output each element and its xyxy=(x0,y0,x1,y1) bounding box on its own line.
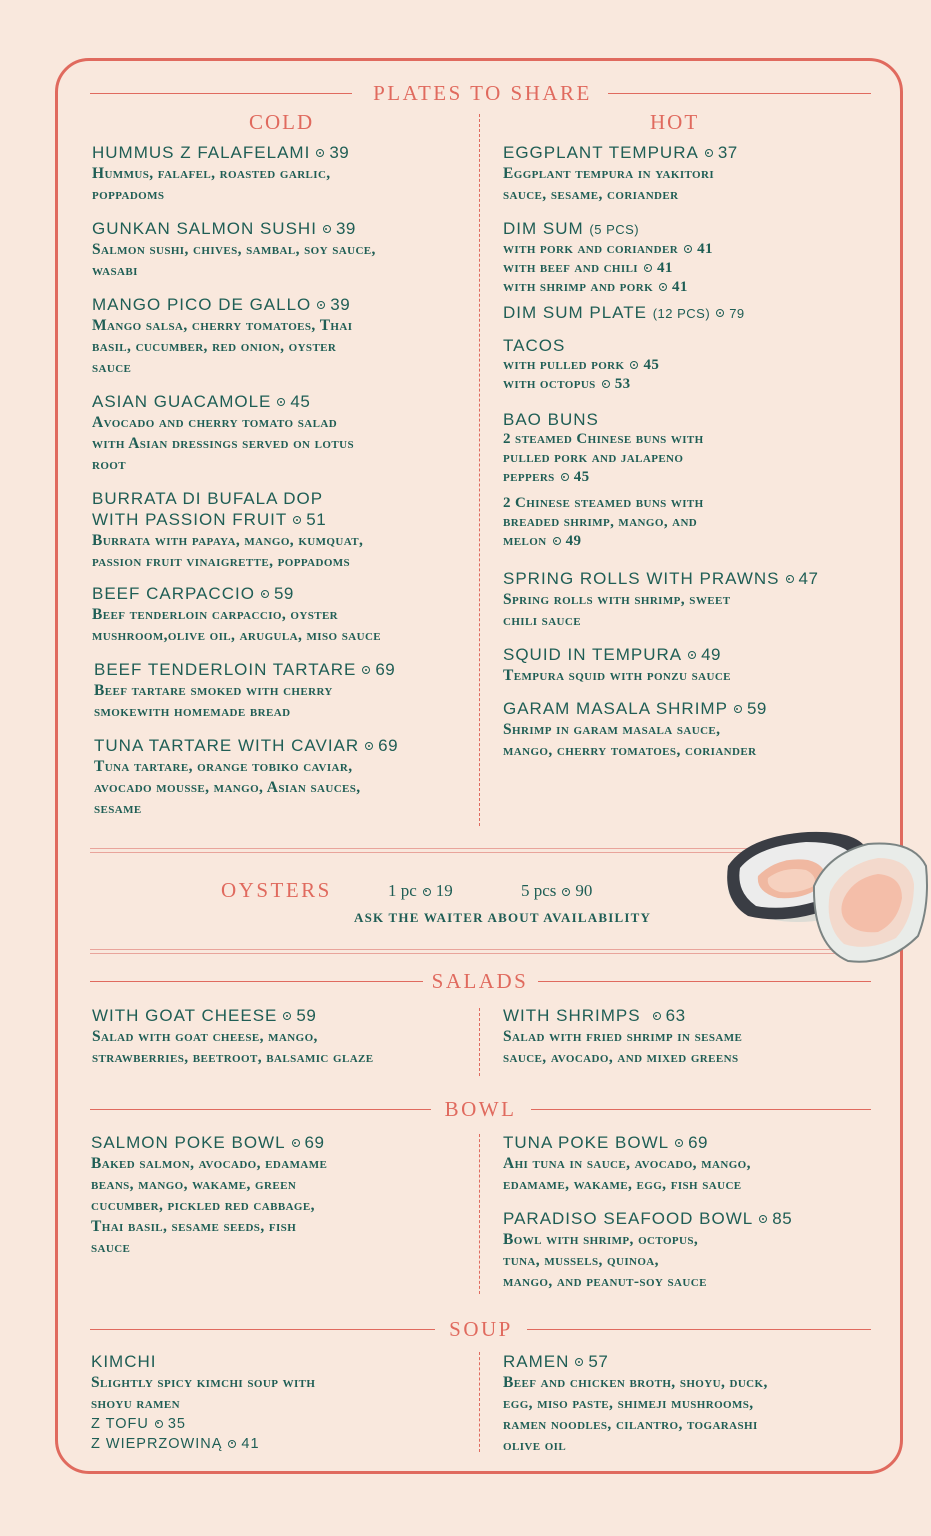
item-price: 39 xyxy=(329,143,350,162)
item-price: 69 xyxy=(378,736,399,755)
option-price: 41 xyxy=(656,260,673,276)
price-dot-icon xyxy=(562,888,570,896)
item-desc: Shrimp in garam masala sauce, xyxy=(503,721,721,738)
item-desc: tuna, mussels, quinoa, xyxy=(503,1252,659,1269)
item-desc: Ahi tuna in sauce, avocado, mango, xyxy=(503,1155,751,1172)
option-label: Z TOFU xyxy=(91,1416,149,1432)
item-name: TUNA POKE BOWL xyxy=(503,1133,670,1152)
menu-item-tuna-poke xyxy=(503,1132,863,1195)
menu-item-tacos xyxy=(503,335,863,394)
item-price: 39 xyxy=(335,219,356,238)
item-desc: Bowl with shrimp, octopus, xyxy=(503,1231,699,1248)
price-dot-icon xyxy=(602,380,610,388)
item-desc: poppadoms xyxy=(92,186,165,203)
item-desc: avocado mousse, mango, Asian sauces, xyxy=(94,779,361,796)
item-desc: Tempura squid with ponzu sauce xyxy=(503,667,731,684)
item-price: 79 xyxy=(729,306,745,321)
option-label: 2 steamed Chinese buns with xyxy=(503,431,704,447)
price-dot-icon xyxy=(644,264,652,272)
item-desc: Slightly spicy kimchi soup with xyxy=(91,1374,316,1391)
item-desc: Avocado and cherry tomato salad xyxy=(92,414,338,431)
oyster-price: 19 xyxy=(435,881,453,900)
column-divider xyxy=(479,1352,480,1452)
item-desc: cucumber, pickled red cabbage, xyxy=(91,1197,315,1214)
menu-item-guacamole xyxy=(92,391,452,475)
option-label: breaded shrimp, mango, and xyxy=(503,514,698,530)
menu-item-shrimp-salad xyxy=(503,1005,863,1068)
item-price: 57 xyxy=(588,1352,609,1371)
price-dot-icon xyxy=(155,1420,163,1428)
menu-item-paradiso-bowl xyxy=(503,1208,863,1292)
price-dot-icon xyxy=(292,1139,300,1147)
item-desc: sauce xyxy=(91,1239,131,1256)
item-desc: ramen noodles, cilantro, togarashi xyxy=(503,1416,758,1433)
price-dot-icon xyxy=(653,1012,661,1020)
item-desc: Burrata with papaya, mango, kumquat, xyxy=(92,532,364,549)
price-dot-icon xyxy=(716,309,724,317)
option-label: with beef and chili xyxy=(503,260,638,276)
menu-item-burrata xyxy=(92,488,452,572)
option-price: 41 xyxy=(672,279,688,295)
rule-right xyxy=(531,1109,871,1110)
price-dot-icon xyxy=(659,283,667,291)
item-desc: beans, mango, wakame, green xyxy=(91,1176,297,1193)
column-title-cold: COLD xyxy=(249,110,315,134)
option-label: with octopus xyxy=(503,376,596,392)
item-price: 59 xyxy=(746,699,767,718)
option-price: 41 xyxy=(241,1436,260,1452)
item-desc: wasabi xyxy=(92,262,138,279)
menu-item-tartare xyxy=(94,659,454,722)
price-dot-icon xyxy=(675,1139,683,1147)
item-desc: with Asian dressings served on lotus xyxy=(92,435,354,452)
oyster-illustration xyxy=(718,826,931,971)
item-desc: olive oil xyxy=(503,1437,567,1454)
menu-item-spring-rolls xyxy=(503,568,843,631)
price-dot-icon xyxy=(786,575,794,583)
item-desc: Beef tenderloin carpaccio, oyster xyxy=(92,606,339,623)
option-label: with pork and coriander xyxy=(503,241,679,257)
item-price: 51 xyxy=(306,510,327,529)
item-qty: (5 PCS) xyxy=(589,222,640,237)
section-title-soup: SOUP xyxy=(449,1317,513,1341)
item-name: EGGPLANT TEMPURA xyxy=(503,143,699,162)
item-desc: basil, cucumber, red onion, oyster xyxy=(92,338,337,355)
option-price: 53 xyxy=(614,376,631,392)
item-desc: Hummus, falafel, roasted garlic, xyxy=(92,165,331,182)
oyster-price: 90 xyxy=(575,881,593,900)
item-desc: strawberries, beetroot, balsamic glaze xyxy=(92,1049,374,1066)
rule-left xyxy=(90,1329,435,1330)
item-price: 59 xyxy=(296,1006,317,1025)
item-desc: Thai basil, sesame seeds, fish xyxy=(91,1218,297,1235)
column-title-hot: HOT xyxy=(650,110,700,134)
option-price: 35 xyxy=(167,1416,186,1432)
item-name: GARAM MASALA SHRIMP xyxy=(503,699,728,718)
menu-item-salmon-poke xyxy=(91,1132,451,1258)
item-desc: smokewith homemade bread xyxy=(94,703,291,720)
price-dot-icon xyxy=(283,1012,291,1020)
menu-item-bao xyxy=(503,409,863,551)
menu-item-carpaccio xyxy=(92,583,452,646)
option-label: Z WIEPRZOWINĄ xyxy=(91,1436,223,1452)
item-desc: Eggplant tempura in yakitori xyxy=(503,165,715,182)
item-name: ASIAN GUACAMOLE xyxy=(92,392,272,411)
item-name: RAMEN xyxy=(503,1352,570,1371)
item-name: HUMMUS Z FALAFELAMI xyxy=(92,143,311,162)
item-desc: Spring rolls with shrimp, sweet xyxy=(503,591,731,608)
price-dot-icon xyxy=(261,590,269,598)
item-desc: mango, and peanut-soy sauce xyxy=(503,1273,707,1290)
item-desc: root xyxy=(92,456,126,473)
item-desc: Beef tartare smoked with cherry xyxy=(94,682,333,699)
item-desc: sauce xyxy=(92,359,132,376)
section-title-salads: SALADS xyxy=(431,969,529,993)
menu-item-garam xyxy=(503,698,863,761)
option-price: 49 xyxy=(565,533,582,549)
rule-right xyxy=(538,981,871,982)
item-name: BAO BUNS xyxy=(503,410,599,429)
item-name: BEEF CARPACCIO xyxy=(92,584,255,603)
item-desc: egg, miso paste, shimeji mushrooms, xyxy=(503,1395,754,1412)
oyster-availability-note: ASK THE WAITER ABOUT AVAILABILITY xyxy=(354,910,652,925)
menu-item-mango-pico xyxy=(92,294,452,378)
price-dot-icon xyxy=(323,225,331,233)
option-label: with shrimp and pork xyxy=(503,279,654,295)
oyster-qty: 5 pcs xyxy=(521,881,557,900)
item-desc: sauce, avocado, and mixed greens xyxy=(503,1049,739,1066)
price-dot-icon xyxy=(362,666,370,674)
menu-item-eggplant xyxy=(503,142,863,205)
oyster-price-single xyxy=(388,881,453,901)
item-desc: Salad with fried shrimp in sesame xyxy=(503,1028,743,1045)
oyster-qty: 1 pc xyxy=(388,881,417,900)
item-desc: Mango salsa, cherry tomatoes, Thai xyxy=(92,317,353,334)
item-desc: mushroom,olive oil, arugula, miso sauce xyxy=(92,627,382,644)
price-dot-icon xyxy=(705,149,713,157)
menu-item-gunkan xyxy=(92,218,452,281)
item-desc: Salad with goat cheese, mango, xyxy=(92,1028,318,1045)
item-name: KIMCHI xyxy=(91,1352,157,1371)
item-name: WITH SHRIMPS xyxy=(503,1006,641,1025)
price-dot-icon xyxy=(277,398,285,406)
price-dot-icon xyxy=(734,705,742,713)
item-name: BURRATA DI BUFALA DOP xyxy=(92,489,324,508)
item-name: TACOS xyxy=(503,336,566,355)
column-divider xyxy=(479,1008,480,1076)
menu-item-tuna-tartare xyxy=(94,735,454,819)
item-name: WITH PASSION FRUIT xyxy=(92,510,288,529)
price-dot-icon xyxy=(575,1358,583,1366)
price-dot-icon xyxy=(684,245,692,253)
item-name: MANGO PICO DE GALLO xyxy=(92,295,312,314)
item-name: TUNA TARTARE WITH CAVIAR xyxy=(94,736,360,755)
menu-item-kimchi xyxy=(91,1351,451,1454)
menu-item-goat-cheese-salad xyxy=(92,1005,452,1068)
menu-item-hummus xyxy=(92,142,452,205)
price-dot-icon xyxy=(553,537,561,545)
item-name: SALMON POKE BOWL xyxy=(91,1133,286,1152)
item-desc: edamame, wakame, egg, fish sauce xyxy=(503,1176,742,1193)
item-name: GUNKAN SALMON SUSHI xyxy=(92,219,317,238)
option-label: pulled pork and jalapeno xyxy=(503,450,684,466)
item-desc: sauce, sesame, coriander xyxy=(503,186,679,203)
item-name: BEEF TENDERLOIN TARTARE xyxy=(94,660,357,679)
section-title-oysters: OYSTERS xyxy=(221,878,332,902)
price-dot-icon xyxy=(317,301,325,309)
item-desc: shoyu ramen xyxy=(91,1395,180,1412)
menu-item-dimsum xyxy=(503,218,863,297)
option-label: peppers xyxy=(503,469,555,485)
price-dot-icon xyxy=(293,516,301,524)
menu-item-squid xyxy=(503,644,863,686)
item-name: DIM SUM PLATE xyxy=(503,303,647,322)
menu-item-dimsum-plate xyxy=(503,302,863,324)
price-dot-icon xyxy=(423,888,431,896)
item-desc: Tuna tartare, orange tobiko caviar, xyxy=(94,758,353,775)
price-dot-icon xyxy=(759,1215,767,1223)
item-price: 59 xyxy=(273,584,294,603)
item-name: DIM SUM xyxy=(503,219,584,238)
item-desc: Salmon sushi, chives, sambal, soy sauce, xyxy=(92,241,376,258)
price-dot-icon xyxy=(688,651,696,659)
item-desc: sesame xyxy=(94,800,142,817)
option-price: 45 xyxy=(643,357,660,373)
section-title-bowl: BOWL xyxy=(444,1097,517,1121)
item-price: 37 xyxy=(717,143,738,162)
oyster-price-five xyxy=(521,881,592,901)
price-dot-icon xyxy=(228,1440,236,1448)
option-price: 45 xyxy=(573,469,590,485)
section-title-plates: PLATES TO SHARE xyxy=(373,81,592,105)
item-price: 85 xyxy=(772,1209,793,1228)
price-dot-icon xyxy=(561,473,569,481)
item-price: 69 xyxy=(375,660,396,679)
column-divider xyxy=(479,1134,480,1294)
option-label: with pulled pork xyxy=(503,357,625,373)
rule-right xyxy=(608,93,871,94)
item-desc: Baked salmon, avocado, edamame xyxy=(91,1155,328,1172)
item-name: SQUID IN TEMPURA xyxy=(503,645,683,664)
item-price: 45 xyxy=(290,392,311,411)
rule-left xyxy=(90,981,423,982)
item-price: 63 xyxy=(665,1006,686,1025)
price-dot-icon xyxy=(316,149,324,157)
option-price: 41 xyxy=(697,241,713,257)
price-dot-icon xyxy=(365,742,373,750)
item-price: 69 xyxy=(688,1133,709,1152)
option-label: 2 Chinese steamed buns with xyxy=(503,495,704,511)
price-dot-icon xyxy=(630,361,638,369)
item-desc: mango, cherry tomatoes, coriander xyxy=(503,742,757,759)
item-price: 69 xyxy=(304,1133,325,1152)
item-desc: passion fruit vinaigrette, poppadoms xyxy=(92,553,351,570)
item-price: 49 xyxy=(701,645,722,664)
rule-right xyxy=(527,1329,871,1330)
column-divider xyxy=(479,114,480,826)
item-name: PARADISO SEAFOOD BOWL xyxy=(503,1209,754,1228)
rule-left xyxy=(90,93,352,94)
rule-left xyxy=(90,1109,431,1110)
item-desc: chili sauce xyxy=(503,612,581,629)
item-qty: (12 PCS) xyxy=(652,306,711,321)
item-desc: Beef and chicken broth, shoyu, duck, xyxy=(503,1374,768,1391)
option-label: melon xyxy=(503,533,547,549)
item-name: WITH GOAT CHEESE xyxy=(92,1006,278,1025)
item-name: SPRING ROLLS WITH PRAWNS xyxy=(503,569,780,588)
item-price: 47 xyxy=(798,569,819,588)
item-price: 39 xyxy=(330,295,351,314)
menu-item-ramen xyxy=(503,1351,848,1456)
